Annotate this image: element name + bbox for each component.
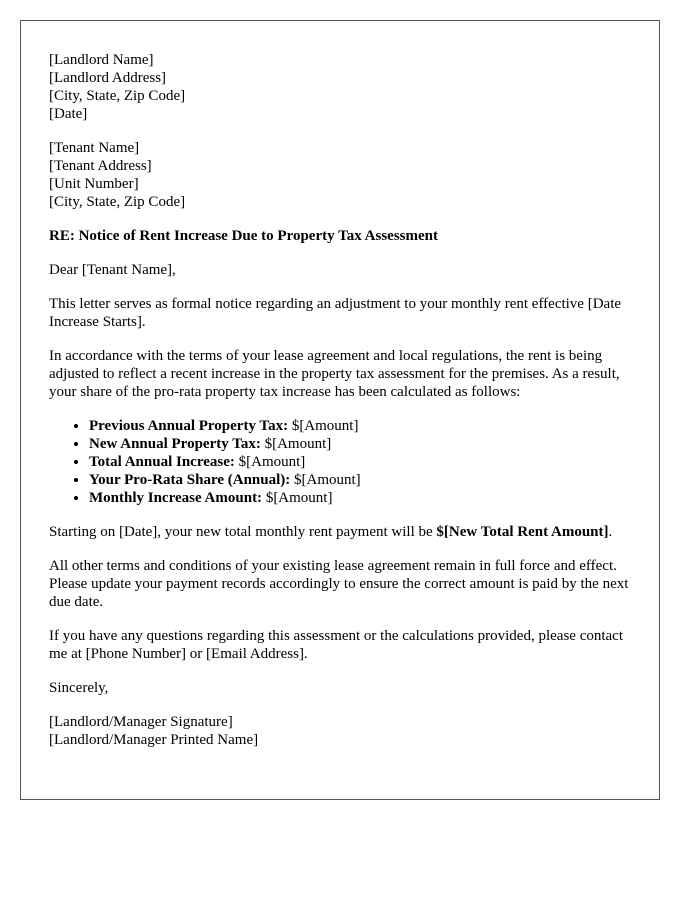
list-item — [89, 417, 631, 435]
landlord-name: [Landlord Name] — [49, 52, 154, 68]
list-item — [89, 471, 631, 489]
signature-line: [Landlord/Manager Signature] — [49, 714, 233, 730]
item-label: Your Pro-Rata Share (Annual): — [89, 472, 291, 488]
paragraph-adjustment: In accordance with the terms of your lease agreement and local regulations, the rent is being adjusted to reflect a recent increase in the property tax assessment for the premises. As a result, your share of the pro-rata property tax increase has been calculated as follows: — [49, 348, 620, 400]
list-item — [89, 489, 631, 507]
list-item — [89, 435, 631, 453]
tenant-unit: [Unit Number] — [49, 176, 139, 192]
signature-block — [49, 713, 631, 749]
item-label: New Annual Property Tax: — [89, 436, 261, 452]
tenant-city-state-zip: [City, State, Zip Code] — [49, 194, 186, 210]
item-value: $[Amount] — [260, 436, 332, 452]
item-value: $[Amount] — [288, 418, 359, 434]
item-value: $[Amount] — [290, 472, 361, 488]
paragraph-contact: If you have any questions regarding this assessment or the calculations provided, please contact me at [Phone Number] or [Email Address]. — [49, 628, 623, 662]
item-value: $[Amount] — [234, 454, 306, 470]
paragraph-terms: All other terms and conditions of your existing lease agreement remain in full force and effect. Please update your payment records accordingly to ensure the correct amount is paid by the next due date. — [49, 558, 629, 610]
letter — [20, 20, 660, 800]
item-label: Monthly Increase Amount: — [89, 490, 263, 506]
item-label: Previous Annual Property Tax: — [89, 418, 289, 434]
landlord-address: [Landlord Address] — [49, 70, 167, 86]
tenant-block — [49, 139, 631, 211]
subject-line: RE: Notice of Rent Increase Due to Property Tax Assessment — [49, 228, 438, 244]
paragraph-new-rent — [49, 523, 631, 541]
new-rent-lead: Starting on [Date], your new total monthly rent payment will be — [49, 524, 437, 540]
salutation: Dear [Tenant Name], — [49, 262, 176, 278]
tenant-address: [Tenant Address] — [49, 158, 152, 174]
item-value: $[Amount] — [262, 490, 333, 506]
list-item — [89, 453, 631, 471]
calculation-list — [49, 417, 631, 507]
landlord-block — [49, 51, 631, 123]
landlord-city-state-zip: [City, State, Zip Code] — [49, 88, 186, 104]
tenant-name: [Tenant Name] — [49, 140, 140, 156]
new-rent-end: . — [608, 524, 613, 540]
paragraph-notice: This letter serves as formal notice regarding an adjustment to your monthly rent effective [Date Increase Starts]. — [49, 296, 622, 330]
item-label: Total Annual Increase: — [89, 454, 235, 470]
new-rent-amount: $[New Total Rent Amount] — [436, 524, 609, 540]
letter-date: [Date] — [49, 106, 88, 122]
printed-name: [Landlord/Manager Printed Name] — [49, 732, 259, 748]
closing: Sincerely, — [49, 680, 109, 696]
